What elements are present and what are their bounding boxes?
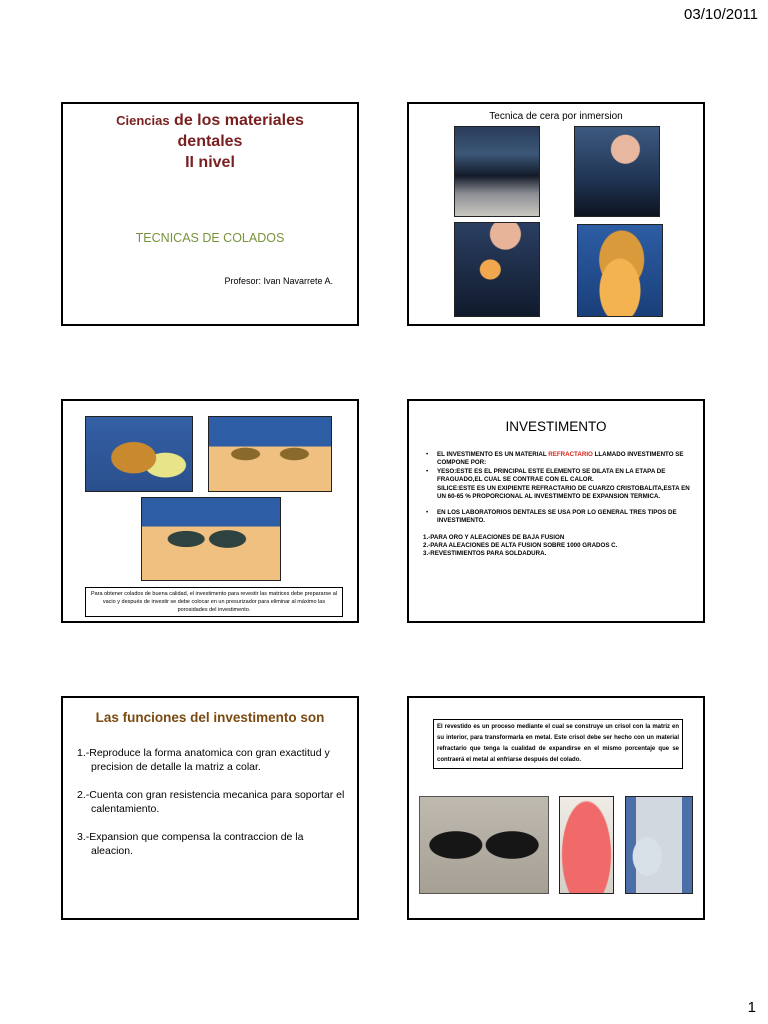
wax-dip-photo (574, 126, 660, 217)
slide1-title (63, 110, 357, 173)
slide1-subtitle: TECNICAS DE COLADOS (135, 231, 285, 245)
slide5-title: Las funciones del investimento son (95, 710, 325, 725)
vacuum-mixer-photo (625, 796, 693, 894)
wax-bath-photo (454, 126, 540, 217)
liquid-bottle-photo (559, 796, 614, 894)
investment-type-3: 3.-REVESTIMIENTOS PARA SOLDADURA. (423, 550, 547, 557)
function-item: 1.-Reproduce la forma anatomica con gran exactitud y precision de detalle la matriz a colar. (77, 747, 330, 773)
slide-funciones (61, 696, 359, 920)
slide1-title-rest: de los materiales (169, 112, 304, 129)
bullet-yeso: • YESO:ESTE ES EL PRINCIPAL ESTE ELEMENTO SE DILATA EN LA ETAPA DE FRAGUADO,EL CUAL SE CONTRAE CON EL CALOR. (423, 468, 693, 484)
bullet-laboratorios: • EN LOS LABORATORIOS DENTALES SE USA POR LO GENERAL TRES TIPOS DE INVESTIMENTO. (423, 509, 693, 525)
slide1-title-line3: II nivel (185, 154, 235, 171)
investment-type-1: 1.-PARA ORO Y ALEACIONES DE BAJA FUSION (423, 534, 565, 541)
slide4-body (423, 451, 693, 558)
slide4-title: INVESTIMENTO (505, 419, 607, 434)
slide-castings (61, 399, 359, 623)
function-item: 3.-Expansion que compensa la contraccion de la aleacion. (77, 831, 304, 857)
wax-pattern-photo (85, 416, 193, 492)
slide1-title-line2: dentales (177, 133, 243, 150)
slide-title (61, 102, 359, 326)
wax-coated-die-photo (454, 222, 540, 317)
bullet1-text-pre: EL INVESTIMENTO ES UN MATERIAL (437, 451, 549, 458)
slide1-title-word1: Ciencias (116, 113, 170, 128)
slide2-title: Tecnica de cera por inmersion (489, 111, 623, 122)
bullet-refractario (423, 451, 693, 467)
castings-photo (141, 497, 281, 581)
functions-list (77, 746, 347, 872)
wax-coping-photo (577, 224, 663, 317)
dies-photo (208, 416, 332, 492)
slide3-caption: Para obtener colados de buena calidad, el investimento para revestir las matrices debe prepararse al vacio y después de investir se debe colocar en un presurizador para eliminar al máximo las porosidades del investimento. (85, 587, 343, 617)
bullet-silice: SILICE:ESTE ES UN EXIPIENTE REFRACTARIO DE CUARZO CRISTOBALITA,ESTA EN UN 60-65 % PROPORCIONAL AL INVESTIMENTO DE EXPANSION TERMICA. (437, 485, 690, 500)
slide1-professor: Profesor: Ivan Navarrete A. (224, 276, 333, 286)
slide-revestido (407, 696, 705, 920)
investment-type-2: 2.-PARA ALEACIONES DE ALTA FUSION SOBRE 1000 GRADOS C. (423, 542, 618, 549)
print-date: 03/10/2011 (684, 6, 758, 23)
page-number: 1 (747, 999, 756, 1016)
slide6-text: El revestido es un proceso mediante el cual se construye un crisol con la matriz en su interior, para transformarla en metal. Este crisol debe ser hecho con un material refractario que tenga la cualidad de expandirse en el mismo porcentaje que se contraerá el metal al enfriarse después del colado. (433, 719, 683, 769)
investment-bags-photo (419, 796, 549, 894)
function-item: 2.-Cuenta con gran resistencia mecanica para soportar el calentamiento. (77, 789, 345, 815)
slide-investimento (407, 399, 705, 623)
refractario-highlight: REFRACTARIO (548, 451, 593, 458)
bullet1-text-post: LLAMADO INVESTIMENTO SE COMPONE POR: (437, 451, 684, 466)
slide-wax-technique (407, 102, 705, 326)
